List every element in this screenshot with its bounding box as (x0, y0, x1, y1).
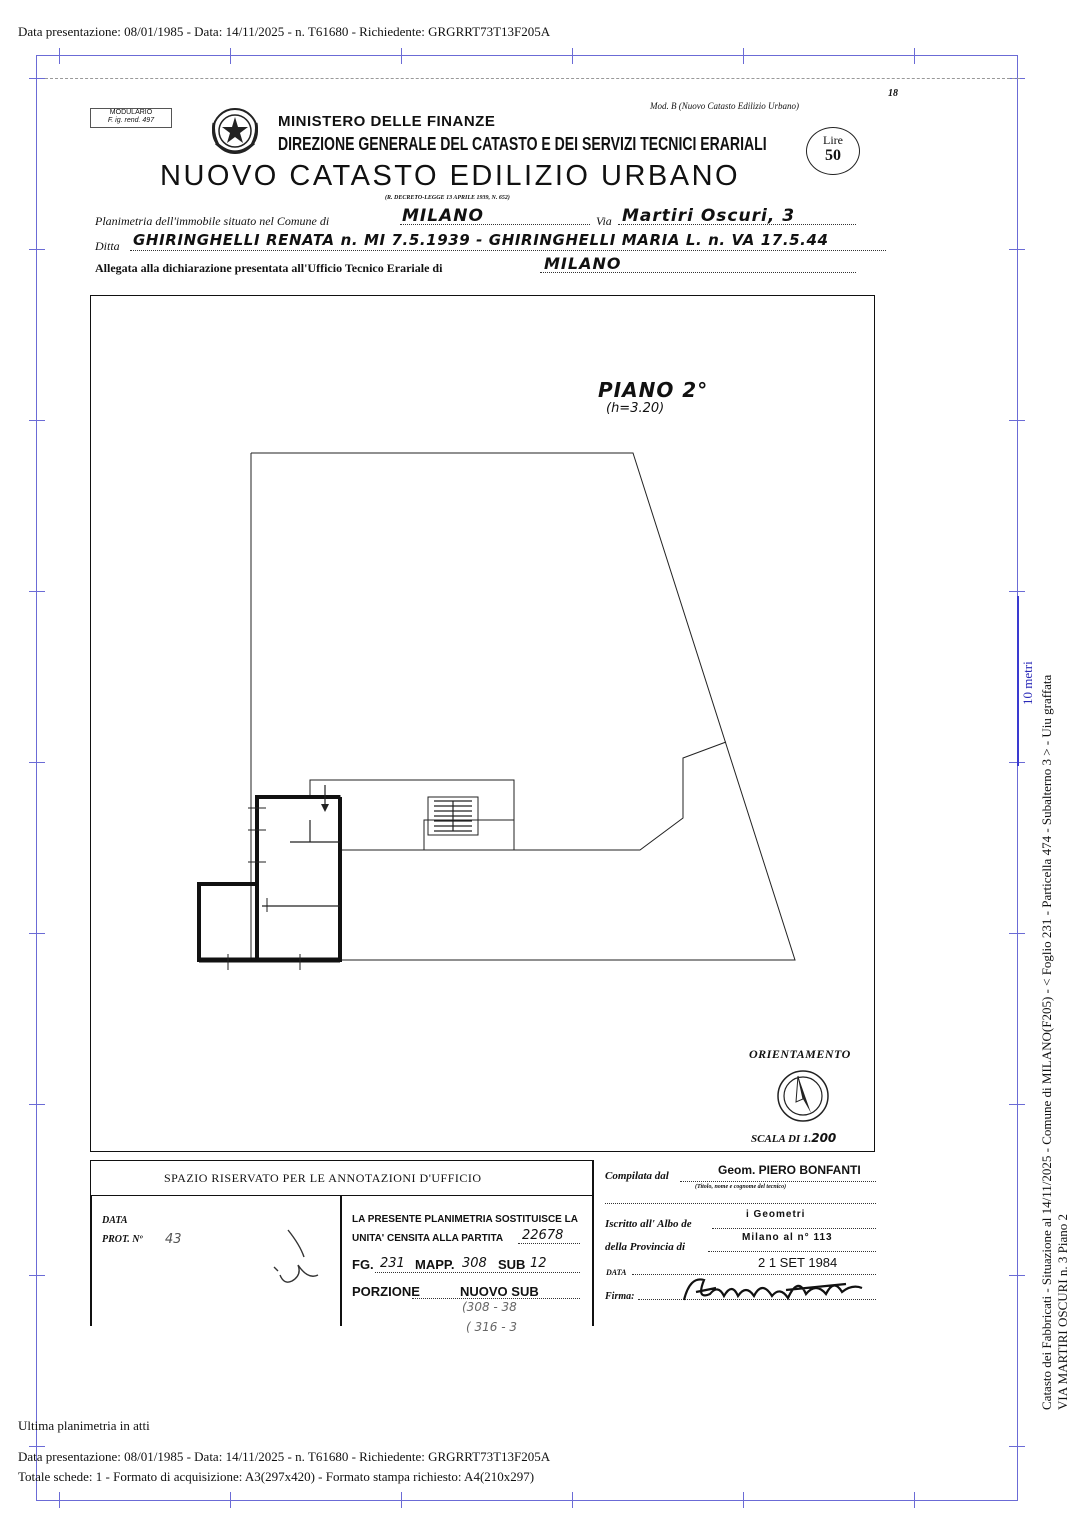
scale-value: 200 (811, 1131, 837, 1145)
side-text-2: VIA MARTIRI OSCURI n. 3 Piano 2 (1055, 1213, 1070, 1410)
compilata-value: Geom. PIERO BONFANTI (718, 1163, 861, 1177)
page-mark: 18 (888, 88, 898, 99)
allegata-label: Allegata alla dichiarazione presentata all'Ufficio Tecnico Erariale di (95, 261, 443, 275)
ministry-label: MINISTERO DELLE FINANZE (278, 113, 496, 130)
ditta-value: GHIRINGHELLI RENATA n. MI 7.5.1939 - GHIRINGHELLI MARIA L. n. VA 17.5.44 (133, 231, 829, 249)
scale-bar (1017, 596, 1019, 766)
bottom-line-1: Data presentazione: 08/01/1985 - Data: 14/11/2025 - n. T61680 - Richiedente: GRGRRT73T13F205A (18, 1449, 551, 1464)
note-1: (308 - 38 (462, 1300, 517, 1314)
iscritto-value: i Geometri (746, 1209, 806, 1220)
ditta-label: Ditta (95, 239, 120, 253)
via-label: Via (596, 214, 612, 228)
sub-label: SUB (498, 1257, 526, 1272)
scale-label (751, 1131, 836, 1145)
firma-label: Firma: (605, 1291, 635, 1302)
header-line: Data presentazione: 08/01/1985 - Data: 14/11/2025 - n. T61680 - Richiedente: GRGRRT73T13F205A (18, 24, 551, 39)
titolo-hint: (Titolo, nome e cognome del tecnico) (695, 1184, 787, 1190)
data-label-2: DATA (606, 1268, 627, 1277)
side-text-1: Catasto dei Fabbricati - Situazione al 14/11/2025 - Comune di MILANO(F205) - < Foglio 231 - Particella 474 - Subalterno 3 > - Uiu graffata (1039, 674, 1054, 1410)
porzione-label: PORZIONE (352, 1284, 420, 1299)
replace-line1: LA PRESENTE PLANIMETRIA SOSTITUISCE LA (352, 1214, 578, 1225)
bottom-line-2: Totale schede: 1 - Formato di acquisizione: A3(297x420) - Formato stampa richiesto: A4(210x297) (18, 1469, 535, 1484)
office-signature-icon (258, 1225, 328, 1295)
data-label: DATA (102, 1215, 128, 1226)
stamp-lire: Lire (823, 133, 843, 147)
orientation-label: ORIENTAMENTO (749, 1047, 851, 1061)
via-value: Martiri Oscuri, 3 (622, 206, 796, 226)
compilata-label: Compilata dal (605, 1170, 669, 1182)
scale-bar-label: 10 metri (1020, 661, 1035, 705)
height-label: (h=3.20) (606, 401, 665, 416)
fg-value: 231 (380, 1256, 405, 1271)
mod-b-label: Mod. B (Nuovo Catasto Edilizio Urbano) (650, 101, 799, 111)
form-title: NUOVO CATASTO EDILIZIO URBANO (160, 160, 741, 192)
technician-signature-icon (676, 1270, 870, 1310)
nuovo-sub-label: NUOVO SUB (460, 1284, 539, 1299)
north-arrow-icon (776, 1069, 830, 1123)
provincia-value: Milano al n° 113 (742, 1232, 833, 1243)
iscritto-label: Iscritto all' Albo de (605, 1218, 692, 1230)
note-2: ( 316 - 3 (466, 1320, 517, 1334)
comune-label: Planimetria dell'immobile situato nel Comune di (95, 214, 330, 228)
prot-label: PROT. Nº (102, 1234, 143, 1245)
mapp-label: MAPP. (415, 1257, 455, 1272)
modulario-code: F. ig. rend. 497 (107, 117, 155, 124)
reserved-title: SPAZIO RISERVATO PER LE ANNOTAZIONI D'UFFICIO (164, 1171, 482, 1185)
sub-value: 12 (530, 1256, 547, 1271)
floor-label: PIANO 2° (598, 378, 709, 402)
scale-text: SCALA DI 1. (751, 1133, 812, 1145)
mapp-value: 308 (462, 1256, 487, 1271)
fg-label: FG. (352, 1257, 374, 1272)
replace-line2: UNITA' CENSITA ALLA PARTITA (352, 1233, 504, 1244)
stamp-value: 50 (825, 147, 841, 164)
ultima-label: Ultima planimetria in atti (18, 1418, 150, 1433)
allegata-value: MILANO (544, 254, 622, 273)
modulario-label: MODULARIO (109, 109, 153, 116)
partita-value: 22678 (522, 1228, 564, 1243)
prot-value: 43 (165, 1232, 182, 1247)
provincia-label: della Provincia di (605, 1241, 686, 1253)
direction-label: DIREZIONE GENERALE DEL CATASTO E DEI SERVIZI TECNICI ERARIALI (278, 134, 767, 154)
decree-label: (R. DECRETO-LEGGE 13 APRILE 1939, N. 652) (385, 195, 510, 201)
comune-value: MILANO (402, 206, 484, 226)
data-value: 2 1 SET 1984 (758, 1255, 838, 1270)
